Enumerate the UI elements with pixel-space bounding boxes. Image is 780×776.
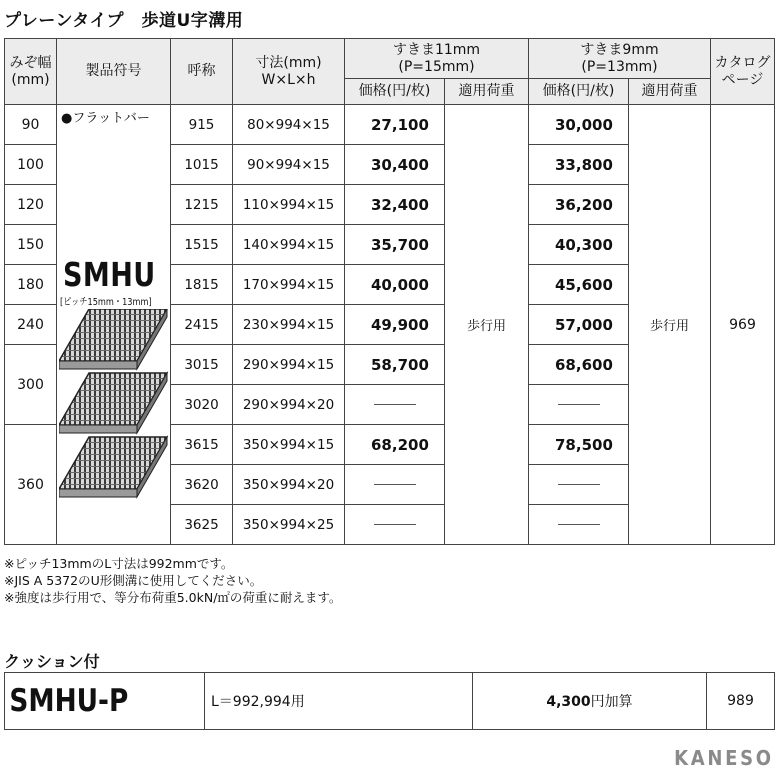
dash-mark — [374, 524, 416, 525]
price11-cell: 27,100 — [345, 105, 445, 145]
cushion-price: 4,300 — [546, 694, 591, 710]
header-load-11: 適用荷重 — [445, 79, 529, 105]
page-title: プレーンタイプ 歩道U字溝用 — [4, 11, 244, 31]
dim-cell: 350×994×25 — [233, 505, 345, 545]
dash-mark — [374, 484, 416, 485]
price11-cell: 49,900 — [345, 305, 445, 345]
price9-cell: 30,000 — [529, 105, 629, 145]
dim-cell: 290×994×20 — [233, 385, 345, 425]
code-cell: 3625 — [171, 505, 233, 545]
dim-cell: 230×994×15 — [233, 305, 345, 345]
price9-cell: 40,300 — [529, 225, 629, 265]
product-name: SMHU — [63, 255, 156, 294]
code-cell: 1815 — [171, 265, 233, 305]
dim-cell: 140×994×15 — [233, 225, 345, 265]
dash-mark — [558, 404, 600, 405]
width-cell: 180 — [5, 265, 57, 305]
width-cell: 240 — [5, 305, 57, 345]
dim-cell: 90×994×15 — [233, 145, 345, 185]
cushion-catalog-page: 989 — [707, 673, 775, 730]
cushion-price-suffix: 円加算 — [590, 694, 633, 710]
catalog-page-cell: 969 — [711, 105, 775, 545]
table-row — [5, 105, 775, 145]
price9-cell: 33,800 — [529, 145, 629, 185]
load11-cell: 歩行用 — [445, 105, 529, 545]
dash-mark — [558, 484, 600, 485]
price9-cell: 78,500 — [529, 425, 629, 465]
price9-cell-empty — [529, 465, 629, 505]
note-line: ※JIS A 5372のU形側溝に使用してください。 — [4, 573, 263, 588]
flat-bar-label: ●フラットバー — [61, 111, 150, 126]
cushion-title: クッション付 — [4, 652, 100, 671]
header-name: 呼称 — [171, 39, 233, 105]
header-width: みぞ幅 (mm) — [5, 39, 57, 105]
price11-cell: 58,700 — [345, 345, 445, 385]
dash-mark — [558, 524, 600, 525]
width-cell: 300 — [5, 345, 57, 425]
price11-cell: 32,400 — [345, 185, 445, 225]
dash-mark — [374, 404, 416, 405]
price9-cell-empty — [529, 385, 629, 425]
load9-cell: 歩行用 — [629, 105, 711, 545]
width-cell: 150 — [5, 225, 57, 265]
price11-cell: 40,000 — [345, 265, 445, 305]
price9-cell: 68,600 — [529, 345, 629, 385]
price11-cell: 30,400 — [345, 145, 445, 185]
header-price-11: 価格(円/枚) — [345, 79, 445, 105]
cushion-name-cell — [5, 673, 205, 730]
dim-cell: 350×994×20 — [233, 465, 345, 505]
code-cell: 3015 — [171, 345, 233, 385]
price11-cell: 35,700 — [345, 225, 445, 265]
dim-cell: 80×994×15 — [233, 105, 345, 145]
price9-cell: 36,200 — [529, 185, 629, 225]
header-dims: 寸法(mm) W×L×h — [233, 39, 345, 105]
price9-cell: 57,000 — [529, 305, 629, 345]
notes — [4, 555, 341, 606]
width-cell: 360 — [5, 425, 57, 545]
header-gap9: すきま9mm (P=13mm) — [529, 39, 711, 79]
cushion-table — [4, 672, 775, 730]
code-cell: 3620 — [171, 465, 233, 505]
product-cell — [57, 105, 171, 545]
note-line: ※強度は歩行用で、等分布荷重5.0kN/㎡の荷重に耐えます。 — [4, 590, 342, 605]
code-cell: 915 — [171, 105, 233, 145]
price9-cell: 45,600 — [529, 265, 629, 305]
code-cell: 1015 — [171, 145, 233, 185]
cushion-name: SMHU-P — [9, 683, 129, 719]
code-cell: 3020 — [171, 385, 233, 425]
dim-cell: 170×994×15 — [233, 265, 345, 305]
header-catalog: カタログ ページ — [711, 39, 775, 105]
note-line: ※ピッチ13mmのL寸法は992mmです。 — [4, 556, 234, 571]
price11-cell-empty — [345, 465, 445, 505]
dim-cell: 290×994×15 — [233, 345, 345, 385]
width-cell: 100 — [5, 145, 57, 185]
dim-cell: 110×994×15 — [233, 185, 345, 225]
code-cell: 3615 — [171, 425, 233, 465]
cushion-length: L＝992,994用 — [205, 673, 473, 730]
width-cell: 90 — [5, 105, 57, 145]
brand-logo: KANESO — [674, 746, 774, 770]
header-price-9: 価格(円/枚) — [529, 79, 629, 105]
cushion-row — [5, 673, 775, 730]
cushion-price-cell — [473, 673, 707, 730]
header-product-code: 製品符号 — [57, 39, 171, 105]
code-cell: 1515 — [171, 225, 233, 265]
grating-image — [59, 309, 169, 549]
code-cell: 2415 — [171, 305, 233, 345]
header-gap11: すきま11mm (P=15mm) — [345, 39, 529, 79]
dim-cell: 350×994×15 — [233, 425, 345, 465]
price-table — [4, 38, 775, 545]
price11-cell: 68,200 — [345, 425, 445, 465]
price11-cell-empty — [345, 505, 445, 545]
price11-cell-empty — [345, 385, 445, 425]
width-cell: 120 — [5, 185, 57, 225]
code-cell: 1215 — [171, 185, 233, 225]
price9-cell-empty — [529, 505, 629, 545]
pitch-label: [ピッチ15mm・13mm] — [60, 297, 152, 308]
header-load-9: 適用荷重 — [629, 79, 711, 105]
